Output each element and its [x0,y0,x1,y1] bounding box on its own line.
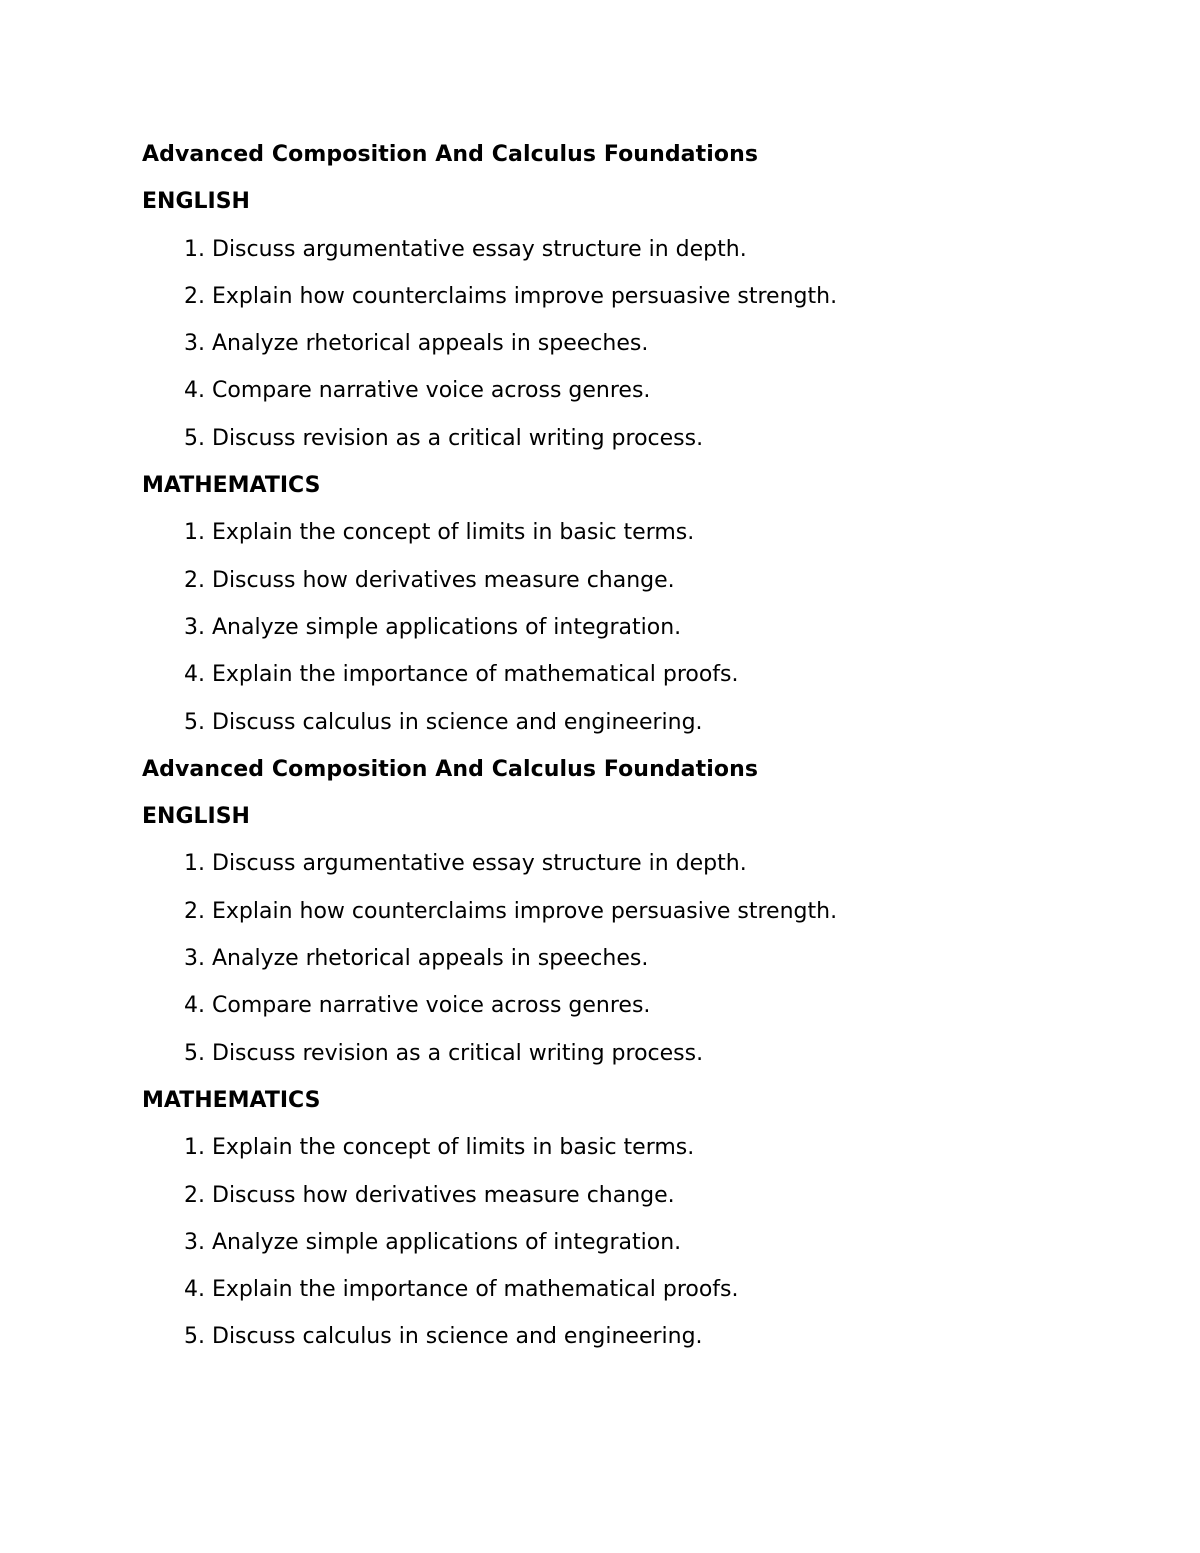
item-text: Analyze rhetorical appeals in speeches. [212,946,649,972]
item-number: 3. [184,331,205,357]
item-text: Analyze simple applications of integration. [212,614,682,640]
list-item [142,658,1102,705]
item-text: Analyze rhetorical appeals in speeches. [212,331,649,357]
list-item [142,942,1102,989]
item-number: 4. [184,378,205,404]
item-number: 4. [184,993,205,1019]
item-number: 1. [184,851,205,877]
item-text: Explain the concept of limits in basic terms. [212,520,695,546]
document-title: Advanced Composition And Calculus Foundations [142,142,759,167]
item-number: 3. [184,614,205,640]
item-number: 5. [184,425,205,451]
item-number: 2. [184,898,205,924]
list-item [142,422,1102,469]
item-text: Discuss revision as a critical writing process. [212,1040,704,1066]
item-number: 4. [184,662,205,688]
item-number: 2. [184,283,205,309]
list-item [142,564,1102,611]
item-text: Compare narrative voice across genres. [212,993,651,1019]
list-item [142,895,1102,942]
list-item [142,611,1102,658]
list-item [142,1131,1102,1178]
list-item [142,847,1102,894]
item-text: Explain the importance of mathematical proofs. [212,1277,739,1303]
item-text: Explain the importance of mathematical proofs. [212,662,739,688]
item-number: 5. [184,1040,205,1066]
item-number: 1. [184,520,205,546]
list-item [142,327,1102,374]
section-heading: ENGLISH [142,189,250,215]
list-item [142,706,1102,753]
item-number: 4. [184,1277,205,1303]
list-item [142,1037,1102,1084]
section-heading: MATHEMATICS [142,473,321,499]
item-text: Discuss how derivatives measure change. [212,567,675,593]
section-mathematics [142,469,1102,753]
item-number: 1. [184,1135,205,1161]
item-number: 5. [184,709,205,735]
item-text: Discuss calculus in science and engineering. [212,1324,703,1350]
section-heading: MATHEMATICS [142,1087,321,1113]
section-english [142,185,1102,469]
item-text: Discuss argumentative essay structure in depth. [212,236,747,262]
item-text: Discuss calculus in science and engineering. [212,709,703,735]
list-item [142,374,1102,421]
section-english [142,800,1102,1084]
item-number: 1. [184,236,205,262]
document-content [142,138,1102,1368]
item-number: 5. [184,1324,205,1350]
item-number: 3. [184,1229,205,1255]
question-block [142,138,1102,753]
item-text: Discuss how derivatives measure change. [212,1182,675,1208]
list-item [142,1179,1102,1226]
list-item [142,1273,1102,1320]
item-text: Analyze simple applications of integration. [212,1229,682,1255]
document-title: Advanced Composition And Calculus Foundations [142,756,759,782]
item-text: Explain how counterclaims improve persuasive strength. [212,283,838,309]
question-block [142,753,1102,1368]
section-mathematics [142,1084,1102,1368]
item-number: 3. [184,946,205,972]
list-item [142,233,1102,280]
item-text: Compare narrative voice across genres. [212,378,651,404]
list-item [142,989,1102,1036]
list-item [142,280,1102,327]
item-text: Discuss revision as a critical writing process. [212,425,704,451]
list-item [142,1320,1102,1367]
list-item [142,516,1102,563]
item-text: Explain the concept of limits in basic terms. [212,1135,695,1161]
section-heading: ENGLISH [142,804,250,830]
item-number: 2. [184,567,205,593]
item-number: 2. [184,1182,205,1208]
list-item [142,1226,1102,1273]
item-text: Discuss argumentative essay structure in depth. [212,851,747,877]
item-text: Explain how counterclaims improve persuasive strength. [212,898,838,924]
